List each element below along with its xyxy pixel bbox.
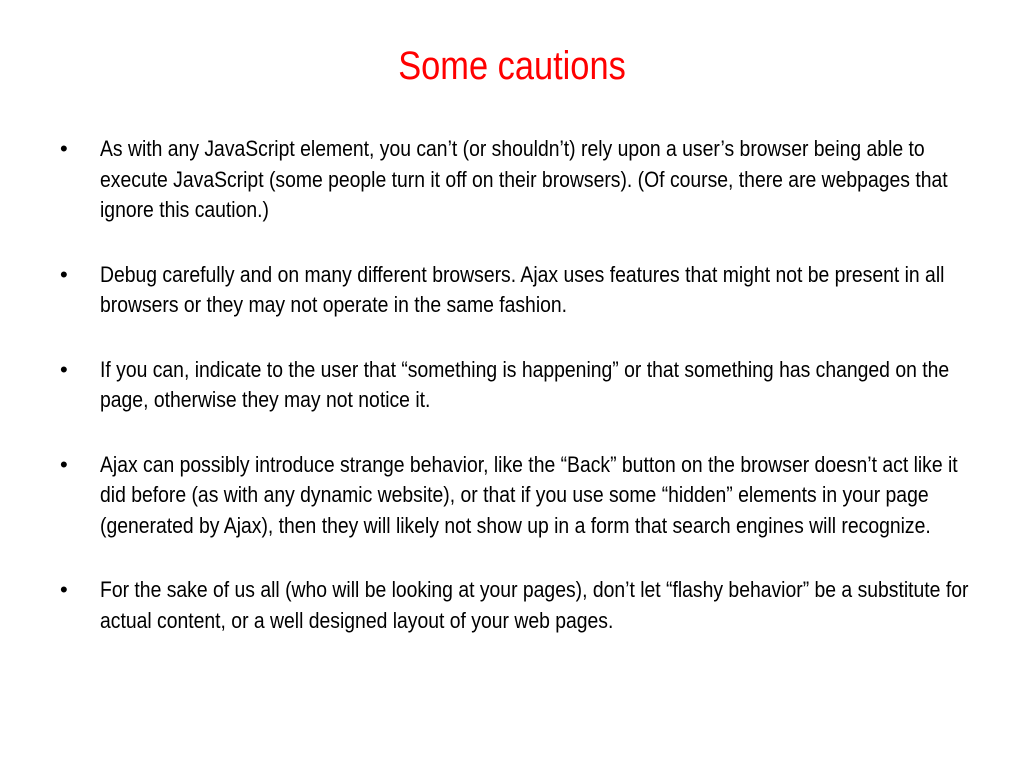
bullet-item bbox=[60, 575, 980, 636]
bullet-item bbox=[60, 260, 980, 321]
bullet-dot-icon: • bbox=[60, 356, 68, 382]
bullet-dot-icon: • bbox=[60, 577, 68, 602]
bullet-item bbox=[60, 450, 980, 542]
bullet-list bbox=[60, 134, 980, 636]
bullet-item bbox=[60, 355, 980, 416]
bullet-item bbox=[60, 134, 980, 226]
bullet-dot-icon: • bbox=[60, 451, 68, 477]
bullet-text: Debug carefully and on many different browsers. Ajax uses features that might not be present in all browsers or they may not operate in the same fashion. bbox=[100, 261, 945, 317]
bullet-text: Ajax can possibly introduce strange behavior, like the “Back” button on the browser doesn’t act like it did before (as with any dynamic website), or that if you use some “hidden” elements in your page (generated by Ajax), then they will likely not show up in a form that search engines will recognize. bbox=[100, 451, 958, 538]
bullet-text: For the sake of us all (who will be looking at your pages), don’t let “flashy behavior” be a substitute for actual content, or a well designed layout of your web pages. bbox=[100, 577, 969, 633]
bullet-text: As with any JavaScript element, you can’t (or shouldn’t) rely upon a user’s browser being able to execute JavaScript (some people turn it off on their browsers). (Of course, there are webpages that ignore this caution.) bbox=[100, 136, 948, 222]
bullet-dot-icon: • bbox=[60, 136, 68, 161]
bullet-dot-icon: • bbox=[60, 261, 68, 287]
bullet-text: If you can, indicate to the user that “something is happening” or that something has changed on the page, otherwise they may not notice it. bbox=[100, 356, 950, 412]
slide-title: Some cautions bbox=[398, 44, 626, 88]
